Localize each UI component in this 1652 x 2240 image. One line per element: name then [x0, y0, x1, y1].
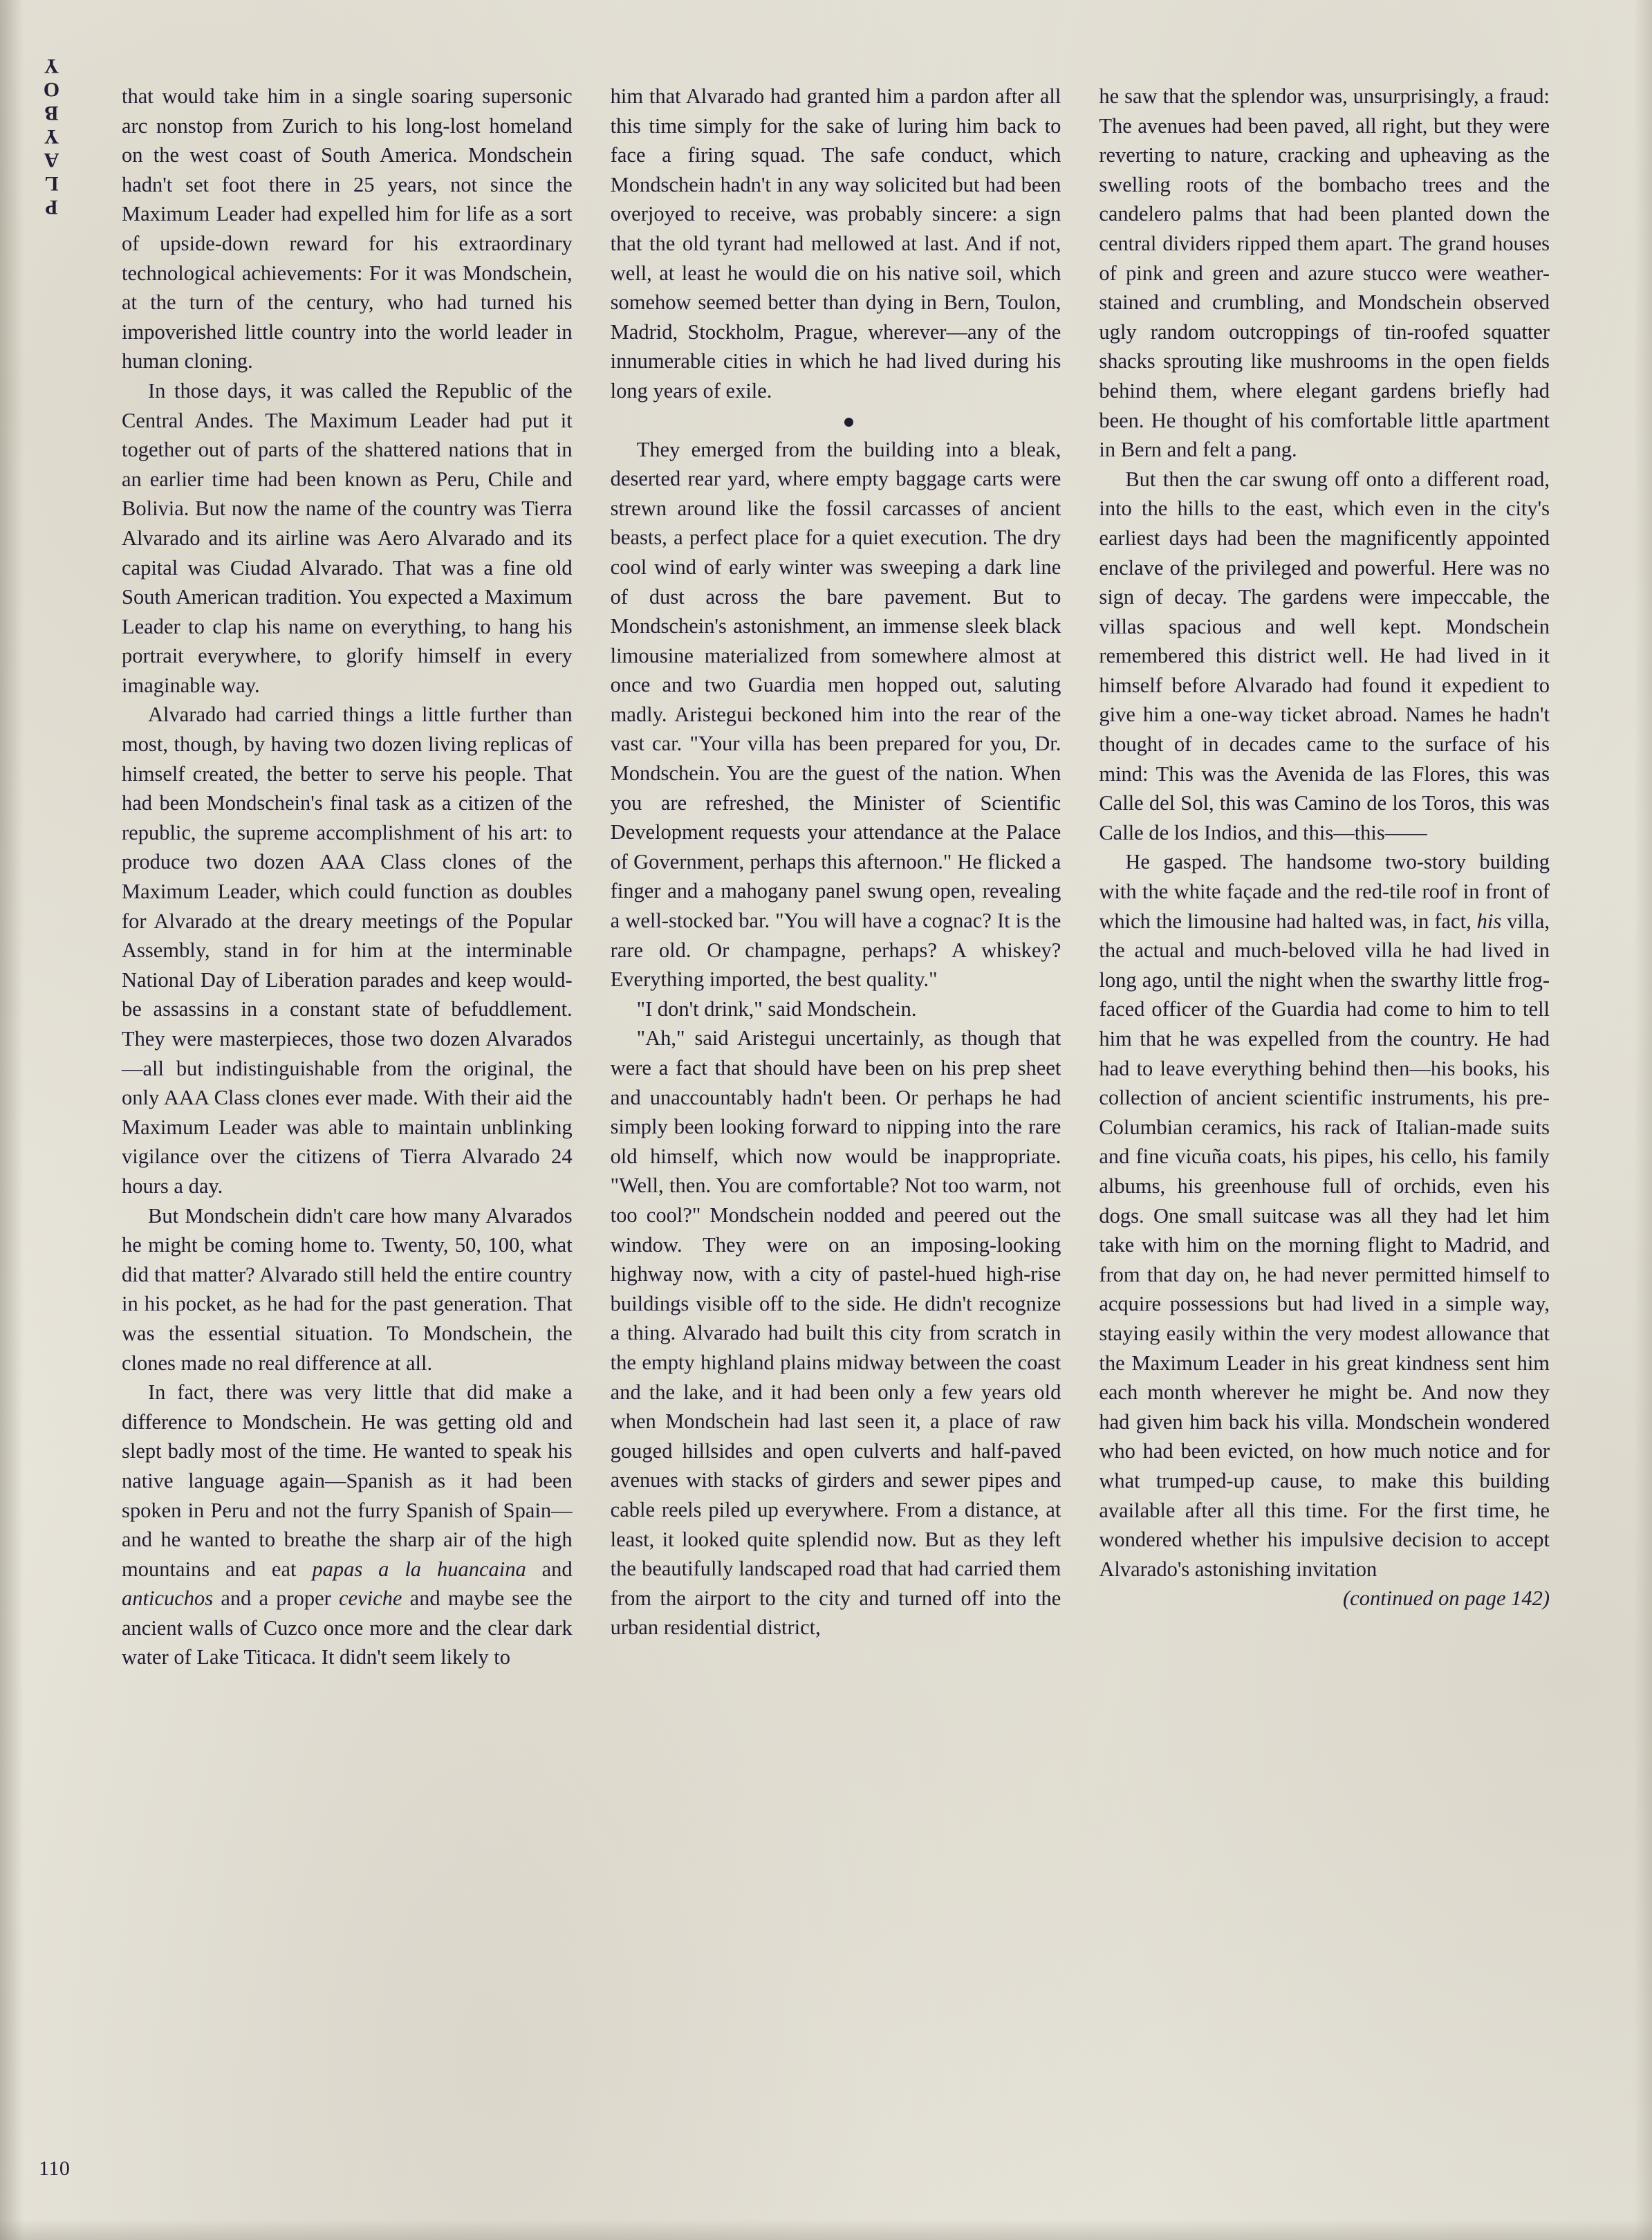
- binding-gutter-shadow: [0, 0, 24, 2240]
- paragraph-continued: [1099, 82, 1550, 465]
- italic-run: anticuchos: [122, 1586, 214, 1611]
- text-run: In fact, there was very little that did make a difference to Mondschein. He was getting old and slept badly most of the time. He wanted to speak his native language again—Spanish as it had been spoken in Peru and not the furry Spanish of Spain—and he wanted to breathe the sharp air of the high mountains and eat: [122, 1380, 573, 1581]
- text-run: He gasped. The handsome two-story building with the white façade and the red-tile roof in front of which the limousine had halted was, in fact,: [1099, 850, 1550, 933]
- page-edge-shadow-right: [1634, 0, 1652, 2240]
- text-run: They emerged from the building into a bleak, deserted rear yard, where empty baggage carts were strewn around like the fossil carcasses of ancient beasts, a perfect place for a quiet execution. The dry cool wind of early winter was sweeping a dark line of dust across the bare pavement. But to Mondschein's astonishment, an immense sleek black limousine materialized from somewhere almost at once and two Guardia men hopped out, saluting madly. Aristegui beckoned him into the rear of the vast car. "Your villa has been prepared for you, Dr. Mondschein. You are the guest of the nation. When you are refreshed, the Minister of Scientific Development requests your attendance at the Palace of Government, perhaps this afternoon." He flicked a finger and a mahogany panel swung open, revealing a well-stocked bar. "You will have a cognac? It is the rare old. Or champagne, perhaps? A whiskey? Everything imported, the best quality.": [610, 437, 1061, 992]
- italic-run: his: [1476, 909, 1502, 933]
- paragraph: [122, 1378, 573, 1672]
- text-run: he saw that the splendor was, unsurprisingly, a fraud: The avenues had been paved, all right, but they were reverting to nature, cracking and upheaving as the swelling roots of the bombacho trees and the candelero palms that had been planted down the central dividers ripped them apart. The grand houses of pink and green and azure stucco were weather-stained and crumbling, and Mondschein observed ugly random outcroppings of tin-roofed squatter shacks sprouting like mushrooms in the open fields behind them, where elegant gardens briefly had been. He thought of his comfortable little apartment in Bern and felt a pang.: [1099, 84, 1550, 462]
- paragraph: [122, 376, 573, 701]
- text-run: "Ah," said Aristegui uncertainly, as though that were a fact that should have been on his prep sheet and unaccountably hadn't been. Or perhaps he had simply been looking forward to nipping into the rare old himself, which now would be inappropriate. "Well, then. You are comfortable? Not too warm, not too cool?" Mondschein nodded and peered out the window. They were on an imposing-looking highway now, with a city of pastel-hued high-rise buildings visible off to the side. He didn't recognize a thing. Alvarado had built this city from scratch in the empty highland plains midway between the coast and the lake, and it had been only a few years old when Mondschein had last seen it, a place of raw gouged hillsides and open culverts and half-paved avenues with stacks of girders and sewer pipes and cable reels piled up everywhere. From a distance, at least, it looked quite splendid now. But as they left the beautifully landscaped road that had carried them from the airport to the city and turned off into the urban residential district,: [610, 1026, 1061, 1640]
- text-run: But Mondschein didn't care how many Alvarados he might be coming home to. Twenty, 50, 100, what did that matter? Alvarado still held the entire country in his pocket, as he had for the past generation. That was the essential situation. To Mondschein, the clones made no real difference at all.: [122, 1203, 573, 1375]
- text-run: and: [526, 1557, 573, 1581]
- paragraph: [122, 700, 573, 1201]
- text-run: him that Alvarado had granted him a pardon after all this time simply for the sake of luring him back to face a firing squad. The safe conduct, which Mondschein hadn't in any way solicited but had been overjoyed to receive, was probably sincere: a sign that the old tyrant had mellowed at last. And if not, well, at least he would die on his native soil, which somehow seemed better than dying in Bern, Toulon, Madrid, Stockholm, Prague, wherever—any of the innumerable cities in which he had lived during his long years of exile.: [610, 84, 1061, 402]
- text-column-2: [611, 82, 1061, 1642]
- section-separator-bullet: [611, 406, 1061, 435]
- paragraph: [611, 1024, 1061, 1642]
- italic-run: (continued on page 142): [1343, 1586, 1550, 1611]
- text-column-1: [122, 82, 573, 1672]
- text-run: and a proper: [213, 1586, 340, 1611]
- bullet-icon: [844, 418, 853, 427]
- paragraph: [611, 994, 1061, 1024]
- text-run: Alvarado had carried things a little further than most, though, by having two dozen living replicas of himself created, the better to serve his people. That had been Mondschein's final task as a citizen of the republic, the supreme accomplishment of his art: to produce two dozen AAA Class clones of the Maximum Leader, which could function as doubles for Alvarado at the dreary meetings of the Popular Assembly, stand in for him at the interminable National Day of Liberation parades and keep would-be assassins in a constant state of befuddlement. They were masterpieces, those two dozen Alvarados—all but indistinguishable from the original, the only AAA Class clones ever made. With their aid the Maximum Leader was able to maintain unblinking vigilance over the citizens of Tierra Alvarado 24 hours a day.: [122, 703, 573, 1198]
- paragraph: [1099, 465, 1550, 848]
- italic-run: ceviche: [339, 1586, 402, 1611]
- text-column-3: [1099, 82, 1550, 1613]
- paragraph-continued: [122, 82, 573, 376]
- text-run: that would take him in a single soaring supersonic arc nonstop from Zurich to his long-lost homeland on the west coast of South America. Mondschein hadn't set foot there in 25 years, not since the Maximum Leader had expelled him for life as a sort of upside-down reward for his extraordinary technological achievements: For it was Mondschein, at the turn of the century, who had turned his impoverished little country into the world leader in human cloning.: [122, 84, 573, 373]
- paragraph: [1099, 847, 1550, 1584]
- running-head-playboy: PLAYBOY: [40, 54, 63, 219]
- text-run: villa, the actual and much-beloved villa he had lived in long ago, until the night when the swarthy little frog-faced officer of the Guardia had come to him to tell him that he was expelled from the country. He had had to leave everything behind then—his books, his collection of ancient scientific instruments, his pre-Columbian ceramics, his rack of Italian-made suits and fine vicuña coats, his pipes, his cello, his family albums, his greenhouse full of orchids, even his dogs. One small suitcase was all they had let him take with him on the morning flight to Madrid, and from that day on, he had never permitted himself to acquire possessions but had lived in a simple way, staying easily within the very modest allowance that the Maximum Leader in his great kindness sent him each month wherever he might be. And now they had given him back his villa. Mondschein wondered who had been evicted, on how much notice and for what trumped-up cause, to make this building available after all this time. For the first time, he wondered whether his impulsive decision to accept Alvarado's astonishing invitation: [1099, 909, 1550, 1581]
- page-edge-shadow-bottom: [0, 2219, 1652, 2240]
- continued-on-page-note: [1099, 1584, 1550, 1613]
- text-run: and maybe see the ancient walls of Cuzco once more and the clear dark water of Lake Titicaca. It didn't seem likely to: [122, 1586, 573, 1669]
- italic-run: papas a la huancaina: [312, 1557, 526, 1581]
- article-body: [122, 82, 1550, 2129]
- paragraph: [611, 435, 1061, 994]
- text-run: In those days, it was called the Republic of the Central Andes. The Maximum Leader had put it together out of parts of the shattered nations that in an earlier time had been known as Peru, Chile and Bolivia. But now the name of the country was Tierra Alvarado and its airline was Aero Alvarado and its capital was Ciudad Alvarado. That was a fine old South American tradition. You expected a Maximum Leader to clap his name on everything, to hang his portrait everywhere, to glorify himself in every imaginable way.: [122, 378, 573, 697]
- text-run: "I don't drink," said Mondschein.: [636, 997, 917, 1021]
- page-number: 110: [39, 2157, 71, 2180]
- text-run: But then the car swung off onto a different road, into the hills to the east, which even in the city's earliest days had been the magnificently appointed enclave of the privileged and powerful. Here was no sign of decay. The gardens were impeccable, the villas spacious and well kept. Mondschein remembered this district well. He had lived in it himself before Alvarado had found it expedient to give him a one-way ticket abroad. Names he hadn't thought of in decades came to the surface of his mind: This was the Avenida de las Flores, this was Calle del Sol, this was Camino de los Toros, this was Calle de los Indios, and this—this——: [1099, 467, 1550, 844]
- paragraph: [122, 1201, 573, 1378]
- paragraph-continued: [611, 82, 1061, 406]
